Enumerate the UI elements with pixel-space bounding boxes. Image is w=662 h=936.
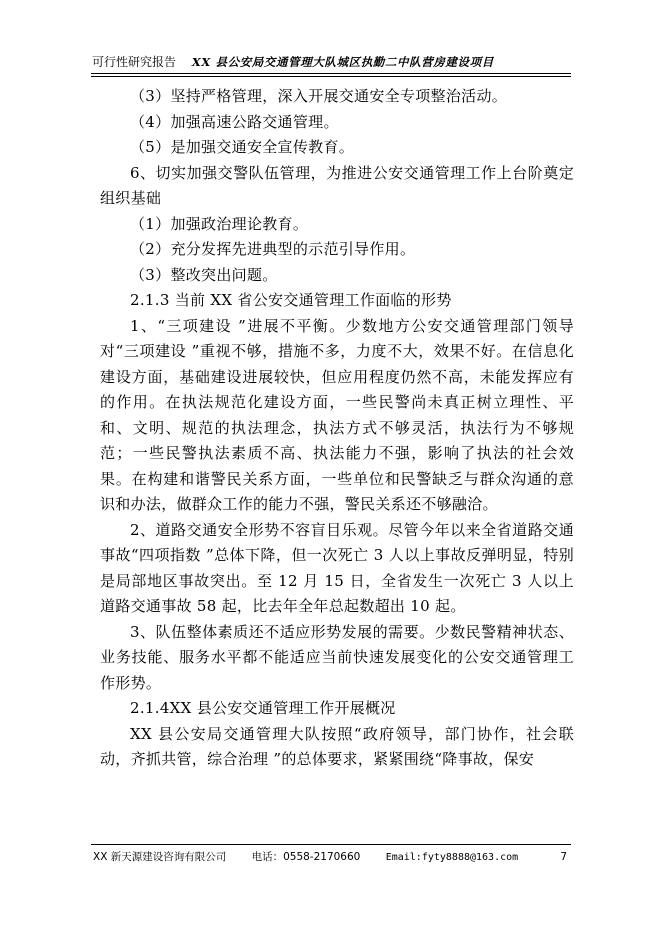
footer-rule	[91, 844, 571, 845]
header-project-title: XX 县公安局交通管理大队城区执勤二中队营房建设项目	[191, 55, 494, 69]
paragraph: （3）坚持严格管理，深入开展交通安全专项整治活动。	[130, 87, 508, 105]
paragraph: 6、切实加强交警队伍管理，为推进公安交通管理工作上台阶奠定组织基础	[100, 163, 574, 207]
footer-email: Email:fyty8888@163.com	[385, 852, 519, 863]
page-number: 7	[560, 851, 567, 863]
paragraph: XX 县公安局交通管理大队按照“政府领导，部门协作，社会联动，齐抓共管，综合治理 ”的总体要求，紧紧围绕“降事故，保安	[100, 724, 574, 768]
document-body	[100, 84, 574, 773]
paragraph: （3）整改突出问题。	[130, 265, 278, 284]
paragraph: 3、队伍整体素质还不适应形势发展的需要。少数民警精神状态、业务技能、服务水平都不能适应当前快速发展变化的公安交通管理工作形势。	[100, 622, 574, 692]
paragraph: （2）充分发挥先进典型的示范引导作用。	[130, 240, 416, 258]
paragraph: （1）加强政治理论教育。	[130, 214, 309, 233]
footer-company: XX 新天源建设咨询有限公司	[93, 851, 227, 863]
paragraph: 2、道路交通安全形势不容盲目乐观。尽管今年以来全省道路交通事故“四项指数 ”总体下降，但一次死亡 3 人以上事故反弹明显，特别是局部地区事故突出。至 12 月 15 日，全省发生一次死亡 3 人以上道路交通事故 58 起，比去年全年总起数超出 10 起。	[100, 520, 574, 615]
section-heading: 2.1.4XX 县公安交通管理工作开展概况	[130, 699, 396, 717]
header-rule	[91, 73, 571, 74]
paragraph: （5）是加强交通安全宣传教育。	[130, 138, 355, 156]
paragraph: （4）加强高速公路交通管理。	[130, 112, 339, 131]
header-doc-type: 可行性研究报告	[92, 55, 177, 69]
page-header	[92, 53, 570, 71]
paragraph: 1、“三项建设 ”进展不平衡。少数地方公安交通管理部门领导对“三项建设 ”重视不够，措施不多，力度不大，效果不好。在信息化建设方面，基础建设进展较快，但应用程度仍然不高，未能发挥应有的作用。在执法规范化建设方面，一些民警尚未真正树立理性、平和、文明、规范的执法理念，执法方式不够灵活，执法行为不够规范；一些民警执法素质不高、执法能力不强，影响了执法的社会效果。在构建和谐警民关系方面，一些单位和民警缺乏与群众沟通的意识和办法，做群众工作的能力不强，警民关系还不够融洽。	[100, 316, 574, 513]
footer-phone: 电话：0558-2170660	[251, 851, 361, 863]
page-footer	[93, 850, 571, 865]
section-heading: 2.1.3 当前 XX 省公安交通管理工作面临的形势	[130, 291, 452, 309]
header-rule-thin	[91, 76, 571, 77]
